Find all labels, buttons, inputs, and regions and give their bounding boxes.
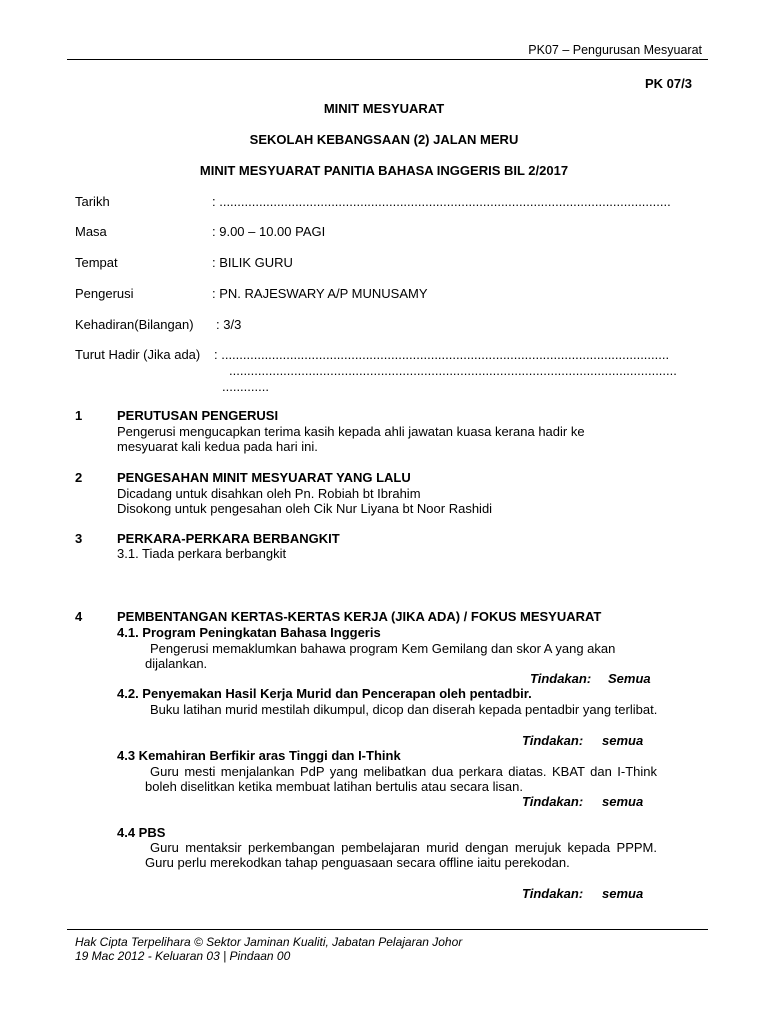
item-4-2-action-value: semua bbox=[602, 733, 644, 748]
item-4-3-title: 4.3 Kemahiran Berfikir aras Tinggi dan I-Think bbox=[117, 748, 401, 763]
item-4-4-title: 4.4 PBS bbox=[117, 825, 166, 840]
tarikh-label: Tarikh bbox=[75, 194, 110, 209]
item-4-3-body: Guru mesti menjalankan PdP yang melibatkan dua perkara diatas. KBAT dan I-Think boleh diselitkan ketika membuat latihan bertulis atau secara lisan. bbox=[145, 764, 657, 794]
form-number: PK 07/3 bbox=[645, 76, 692, 91]
masa-value: : 9.00 – 10.00 PAGI bbox=[212, 224, 326, 239]
section-2-proposer: Dicadang untuk disahkan oleh Pn. Robiah bt Ibrahim bbox=[117, 486, 421, 501]
tempat-label: Tempat bbox=[75, 255, 118, 270]
tempat-value: : BILIK GURU bbox=[212, 255, 293, 270]
turut-hadir-value-2: ............................................................................................................................ bbox=[229, 363, 677, 378]
section-3-number: 3 bbox=[75, 531, 83, 546]
document-code: PK07 – Pengurusan Mesyuarat bbox=[528, 43, 702, 57]
item-4-4-body: Guru mentaksir perkembangan pembelajaran murid dengan merujuk kepada PPPM. Guru perlu merekodkan tahap penguasaan secara offline iaitu perekodan. bbox=[145, 840, 657, 870]
title-meeting: MINIT MESYUARAT PANITIA BAHASA INGGERIS BIL 2/2017 bbox=[199, 163, 569, 178]
section-1-body: Pengerusi mengucapkan terima kasih kepada ahli jawatan kuasa kerana hadir ke mesyuarat kali kedua pada hari ini. bbox=[117, 424, 585, 454]
section-3-title: PERKARA-PERKARA BERBANGKIT bbox=[117, 531, 340, 546]
section-4-number: 4 bbox=[75, 609, 83, 624]
item-4-2-title: 4.2. Penyemakan Hasil Kerja Murid dan Pencerapan oleh pentadbir. bbox=[117, 686, 532, 701]
title-school: SEKOLAH KEBANGSAAN (2) JALAN MERU bbox=[249, 132, 519, 147]
footer-rule bbox=[67, 929, 708, 930]
title-minit: MINIT MESYUARAT bbox=[323, 101, 445, 116]
pengerusi-label: Pengerusi bbox=[75, 286, 134, 301]
footer-copyright: Hak Cipta Terpelihara © Sektor Jaminan Kualiti, Jabatan Pelajaran Johor bbox=[75, 935, 463, 949]
turut-hadir-value-1: : ............................................................................................................................ bbox=[214, 347, 670, 362]
item-4-2-action-label: Tindakan: bbox=[522, 733, 584, 748]
section-4-title: PEMBENTANGAN KERTAS-KERTAS KERJA (JIKA ADA) / FOKUS MESYUARAT bbox=[117, 609, 602, 624]
item-4-3-action-value: semua bbox=[602, 794, 644, 809]
section-1-title: PERUTUSAN PENGERUSI bbox=[117, 408, 279, 423]
tarikh-value: : ............................................................................................................................. bbox=[212, 194, 671, 209]
kehadiran-value: : 3/3 bbox=[216, 317, 242, 332]
item-4-1-title: 4.1. Program Peningkatan Bahasa Inggeris bbox=[117, 625, 381, 640]
item-4-4-action-label: Tindakan: bbox=[522, 886, 584, 901]
item-4-1-action-value: Semua bbox=[608, 671, 651, 686]
item-4-1-action-label: Tindakan: bbox=[530, 671, 592, 686]
section-2-number: 2 bbox=[75, 470, 83, 485]
kehadiran-label: Kehadiran(Bilangan) bbox=[75, 317, 194, 332]
footer-revision: 19 Mac 2012 - Keluaran 03 | Pindaan 00 bbox=[75, 949, 291, 963]
pengerusi-value: : PN. RAJESWARY A/P MUNUSAMY bbox=[212, 286, 428, 301]
section-2-seconder: Disokong untuk pengesahan oleh Cik Nur Liyana bt Noor Rashidi bbox=[117, 501, 493, 516]
section-1-number: 1 bbox=[75, 408, 83, 423]
item-4-4-action-value: semua bbox=[602, 886, 644, 901]
item-4-3-action-label: Tindakan: bbox=[522, 794, 584, 809]
section-2-title: PENGESAHAN MINIT MESYUARAT YANG LALU bbox=[117, 470, 411, 485]
item-4-1-body: Pengerusi memaklumkan bahawa program Kem Gemilang dan skor A yang akan dijalankan. bbox=[145, 641, 616, 671]
masa-label: Masa bbox=[75, 224, 107, 239]
item-4-2-body: Buku latihan murid mestilah dikumpul, dicop dan diserah kepada pentadbir yang terlibat. bbox=[150, 702, 658, 717]
section-3-body: 3.1. Tiada perkara berbangkit bbox=[117, 546, 287, 561]
header-rule bbox=[67, 59, 708, 60]
turut-hadir-label: Turut Hadir (Jika ada) bbox=[75, 347, 201, 362]
turut-hadir-value-3: ............. bbox=[222, 379, 269, 394]
